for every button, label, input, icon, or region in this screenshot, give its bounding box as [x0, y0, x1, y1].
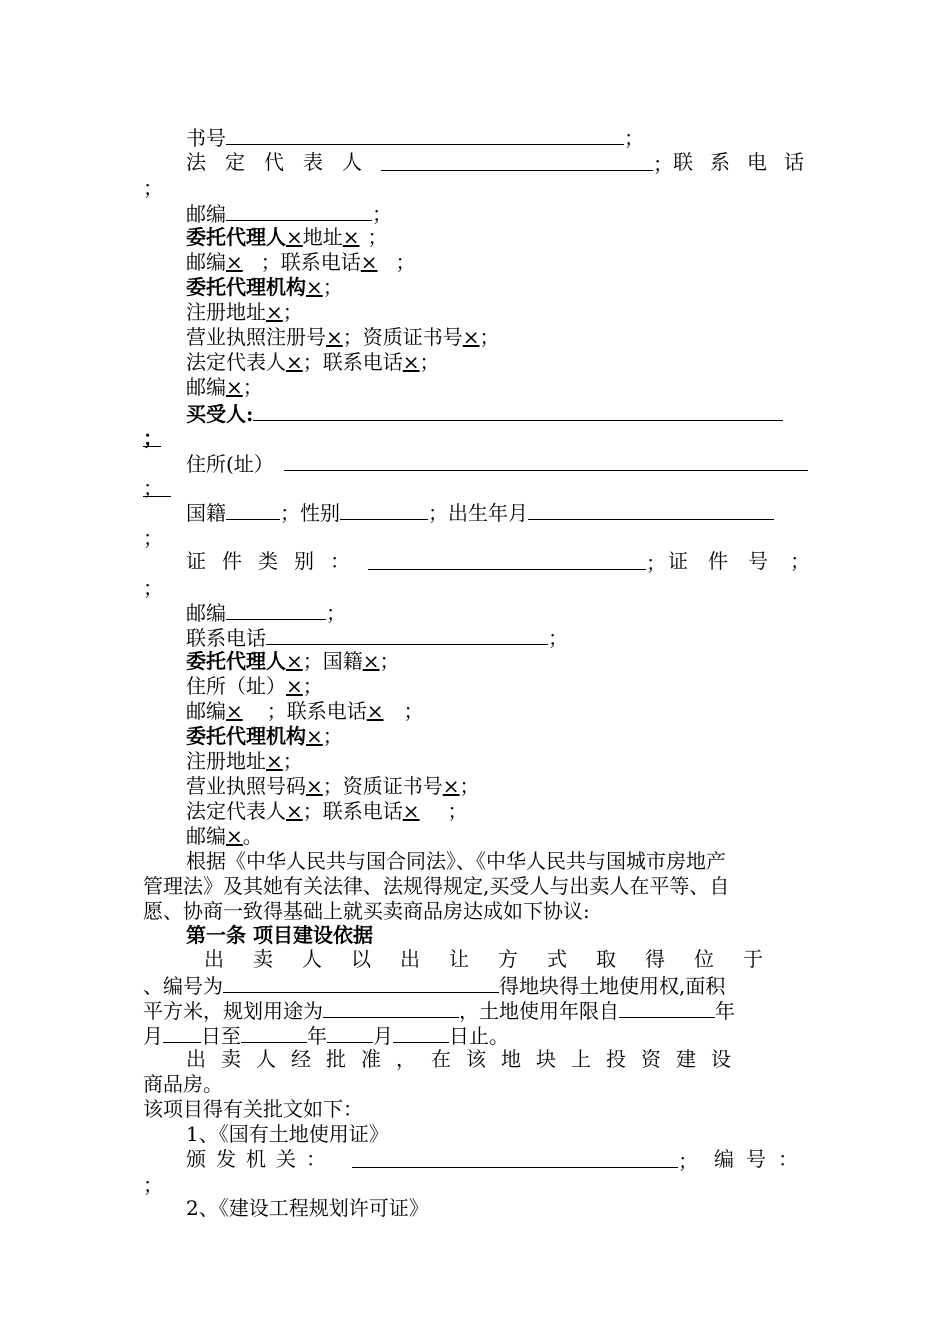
- id-number-label: 证件号: [668, 549, 788, 573]
- placeholder-mark[interactable]: ×: [360, 250, 378, 274]
- nationality-label: ；国籍: [302, 649, 363, 673]
- buyer-semicolon: [143, 426, 161, 450]
- item-2-title: 2、《建设工程规划许可证》: [186, 1196, 429, 1220]
- placeholder-mark[interactable]: ×: [226, 250, 243, 274]
- agency-line: [186, 275, 343, 299]
- agency-label: 委托代理机构: [186, 724, 306, 748]
- placeholder-mark[interactable]: ×: [226, 375, 243, 399]
- semicolon: ；: [646, 551, 666, 575]
- postcode-label: 邮编: [186, 699, 226, 723]
- end-year-blank[interactable]: [241, 1022, 307, 1043]
- start-day-blank[interactable]: [163, 1022, 201, 1043]
- gender-label: ；性别: [280, 501, 340, 525]
- semicolon: ；: [143, 576, 163, 600]
- postcode-label: 邮编: [186, 375, 226, 399]
- placeholder-mark[interactable]: ×: [366, 699, 384, 723]
- semicolon: ；: [372, 202, 392, 226]
- placeholder-mark[interactable]: ×: [266, 300, 283, 324]
- parcel-number-blank[interactable]: [223, 972, 499, 993]
- phone-blank[interactable]: [266, 624, 548, 645]
- area-text: 平方米，规划用途为: [143, 999, 323, 1023]
- placeholder-mark[interactable]: ×: [286, 649, 303, 673]
- residence-line: [186, 450, 808, 474]
- semicolon: ；: [403, 699, 424, 723]
- nationality-blank[interactable]: [226, 499, 280, 520]
- placeholder-mark[interactable]: ×: [342, 225, 360, 249]
- issuer-blank[interactable]: [352, 1147, 678, 1168]
- day-to-label: 日至: [201, 1024, 241, 1048]
- placeholder-mark[interactable]: ×: [462, 325, 480, 349]
- day-end-label: 日止。: [449, 1024, 509, 1048]
- address-label: 地址: [302, 225, 343, 249]
- semicolon: ；: [242, 375, 263, 399]
- buyer-agency-postcode-line: [186, 824, 263, 848]
- agent-label: 委托代理人: [186, 649, 286, 673]
- article-1-title: 第一条 项目建设依据: [186, 923, 373, 947]
- semicolon: ；: [282, 300, 303, 324]
- book-number-label: 书号: [186, 126, 226, 150]
- legal-rep-blank[interactable]: [381, 150, 653, 171]
- placeholder-mark[interactable]: ×: [402, 350, 420, 374]
- end-month-blank[interactable]: [327, 1022, 373, 1043]
- semicolon: ；: [653, 152, 673, 176]
- id-type-label: 证件类别：: [186, 549, 366, 573]
- nationality-label: 国籍: [186, 501, 226, 525]
- land-right-text: 得地块得土地使用权,面积: [499, 974, 726, 998]
- gender-blank[interactable]: [340, 499, 428, 520]
- reg-address-label: 注册地址: [186, 300, 266, 324]
- semicolon: ；: [143, 476, 171, 497]
- book-number-line: [186, 124, 644, 148]
- placeholder-mark[interactable]: ×: [266, 749, 283, 773]
- number-label: 、编号为: [143, 974, 223, 998]
- semicolon: ；: [322, 275, 343, 299]
- placeholder-mark[interactable]: ×: [286, 225, 303, 249]
- postcode-label: 邮编: [186, 250, 226, 274]
- placeholder-mark[interactable]: ×: [402, 799, 420, 823]
- semicolon: ；: [395, 250, 416, 274]
- agency-rep-line: [186, 350, 440, 374]
- reg-address-label: 注册地址: [186, 749, 266, 773]
- end-day-blank[interactable]: [393, 1022, 449, 1043]
- license-label: 营业执照号码: [186, 774, 306, 798]
- semicolon: ；: [447, 799, 468, 823]
- article-1-line2: [143, 972, 725, 996]
- article-1-line4: [143, 1022, 509, 1046]
- placeholder-mark[interactable]: ×: [306, 724, 323, 748]
- basis-paragraph-line1: 根据《中华人民共与国合同法》、《中华人民共与国城市房地产: [186, 849, 726, 873]
- buyer-agency-rep-line: [186, 799, 468, 823]
- placeholder-mark[interactable]: ×: [286, 350, 303, 374]
- buyer-postcode-line: [186, 599, 346, 623]
- year-label: 年: [715, 999, 735, 1023]
- article-1-text: 出卖人以出让方式取得位于: [204, 947, 792, 971]
- year-label: 年: [307, 1024, 327, 1048]
- article-1-line1: [186, 947, 810, 971]
- phone-label: ；联系电话: [302, 350, 403, 374]
- postcode-label: 邮编: [186, 202, 226, 226]
- legal-rep-label: 法定代表人: [186, 350, 286, 374]
- placeholder-mark[interactable]: ×: [362, 649, 380, 673]
- phone-label: 联系电话: [186, 626, 266, 650]
- semicolon: ；: [143, 426, 163, 450]
- agent-residence-line: [186, 674, 323, 698]
- month-label: 月: [373, 1024, 393, 1048]
- birth-blank[interactable]: [528, 499, 774, 520]
- postcode-line: [186, 200, 392, 224]
- semicolon: ；: [143, 176, 163, 200]
- placeholder-mark[interactable]: ×: [306, 774, 323, 798]
- residence-label: 住所（址）: [186, 674, 286, 698]
- semicolon: ；: [479, 325, 500, 349]
- placeholder-mark[interactable]: ×: [226, 824, 243, 848]
- placeholder-mark[interactable]: ×: [442, 774, 460, 798]
- semicolon: ；: [302, 674, 323, 698]
- semicolon: ；: [419, 350, 440, 374]
- cert-label: ；资质证书号: [322, 774, 443, 798]
- placeholder-mark[interactable]: ×: [226, 699, 243, 723]
- buyer-line: [186, 400, 783, 424]
- semicolon: ；: [322, 724, 343, 748]
- buyer-agent-line: [186, 649, 400, 673]
- semicolon: ；: [367, 225, 388, 249]
- buyer-phone-line: [186, 624, 568, 648]
- approval-line1: [186, 1047, 810, 1071]
- approval-text: 出卖人经批准，在该地块上投资建设: [186, 1047, 746, 1071]
- semicolon: ；: [548, 626, 568, 650]
- semicolon: ；: [624, 126, 644, 150]
- license-label: 营业执照注册号: [186, 325, 326, 349]
- issuer-label: 颁发机关：: [186, 1147, 336, 1171]
- period: 。: [242, 824, 263, 848]
- buyer-blank[interactable]: [253, 400, 783, 421]
- residence-semicolon: [143, 476, 171, 500]
- usage-blank[interactable]: [323, 997, 459, 1018]
- documents-intro: 该项目得有关批文如下：: [143, 1097, 363, 1121]
- semicolon: ；: [326, 601, 346, 625]
- reg-address-line: [186, 300, 303, 324]
- article-1-line3: [143, 997, 735, 1021]
- placeholder-mark[interactable]: ×: [306, 275, 323, 299]
- start-year-blank[interactable]: [619, 997, 715, 1018]
- phone-label: ；联系电话: [260, 250, 361, 274]
- postcode-label: 邮编: [186, 601, 226, 625]
- postcode-blank[interactable]: [226, 200, 372, 221]
- semicolon: ；: [379, 649, 400, 673]
- phone-label: 联系电话: [673, 150, 821, 174]
- cert-label: ；资质证书号: [342, 325, 463, 349]
- item-1-title: 1、《国有土地使用证》: [186, 1122, 389, 1146]
- placeholder-mark[interactable]: ×: [286, 674, 303, 698]
- postcode-blank[interactable]: [226, 599, 326, 620]
- number-label: 编号：: [714, 1147, 810, 1171]
- term-text: ，土地使用年限自: [459, 999, 619, 1023]
- agency-postcode-line: [186, 375, 263, 399]
- basis-paragraph-line2: 管理法》及其她有关法律、法规得规定,买受人与出卖人在平等、自: [143, 874, 730, 898]
- semicolon: ；: [282, 749, 303, 773]
- id-line: [186, 549, 810, 573]
- approval-line2: 商品房。: [143, 1072, 223, 1096]
- license-line: [186, 325, 500, 349]
- buyer-agency-line: [186, 724, 343, 748]
- book-number-blank[interactable]: [226, 124, 624, 145]
- postcode-label: 邮编: [186, 824, 226, 848]
- phone-label: ；联系电话: [302, 799, 403, 823]
- legal-rep-label: 法定代表人: [186, 799, 286, 823]
- legal-rep-label: 法定代表人: [186, 150, 381, 174]
- nationality-line: [186, 499, 774, 523]
- agent-line: [186, 225, 388, 249]
- buyer-label: 买受人:: [186, 402, 254, 426]
- basis-paragraph-line3: 愿、协商一致得基础上就买卖商品房达成如下协议:: [143, 899, 590, 923]
- month-label: 月: [143, 1024, 163, 1048]
- buyer-license-line: [186, 774, 480, 798]
- agent-postcode-line: [186, 250, 416, 274]
- residence-blank[interactable]: [284, 450, 808, 471]
- residence-label: 住所(址）: [186, 452, 274, 476]
- semicolon: ；: [143, 526, 163, 550]
- placeholder-mark[interactable]: ×: [326, 325, 343, 349]
- placeholder-mark[interactable]: ×: [286, 799, 303, 823]
- legal-rep-line: [186, 150, 821, 176]
- semicolon: ；: [143, 1173, 163, 1197]
- semicolon: ；: [790, 549, 810, 573]
- semicolon: ；: [678, 1149, 698, 1173]
- agent-label: 委托代理人: [186, 225, 286, 249]
- id-type-blank[interactable]: [368, 549, 646, 570]
- semicolon: ；: [459, 774, 480, 798]
- phone-label: ；联系电话: [266, 699, 367, 723]
- buyer-reg-address-line: [186, 749, 303, 773]
- agency-label: 委托代理机构: [186, 275, 306, 299]
- item-1-issuer-line: [186, 1147, 810, 1171]
- agent-contact-line: [186, 699, 424, 723]
- birth-label: ；出生年月: [428, 501, 528, 525]
